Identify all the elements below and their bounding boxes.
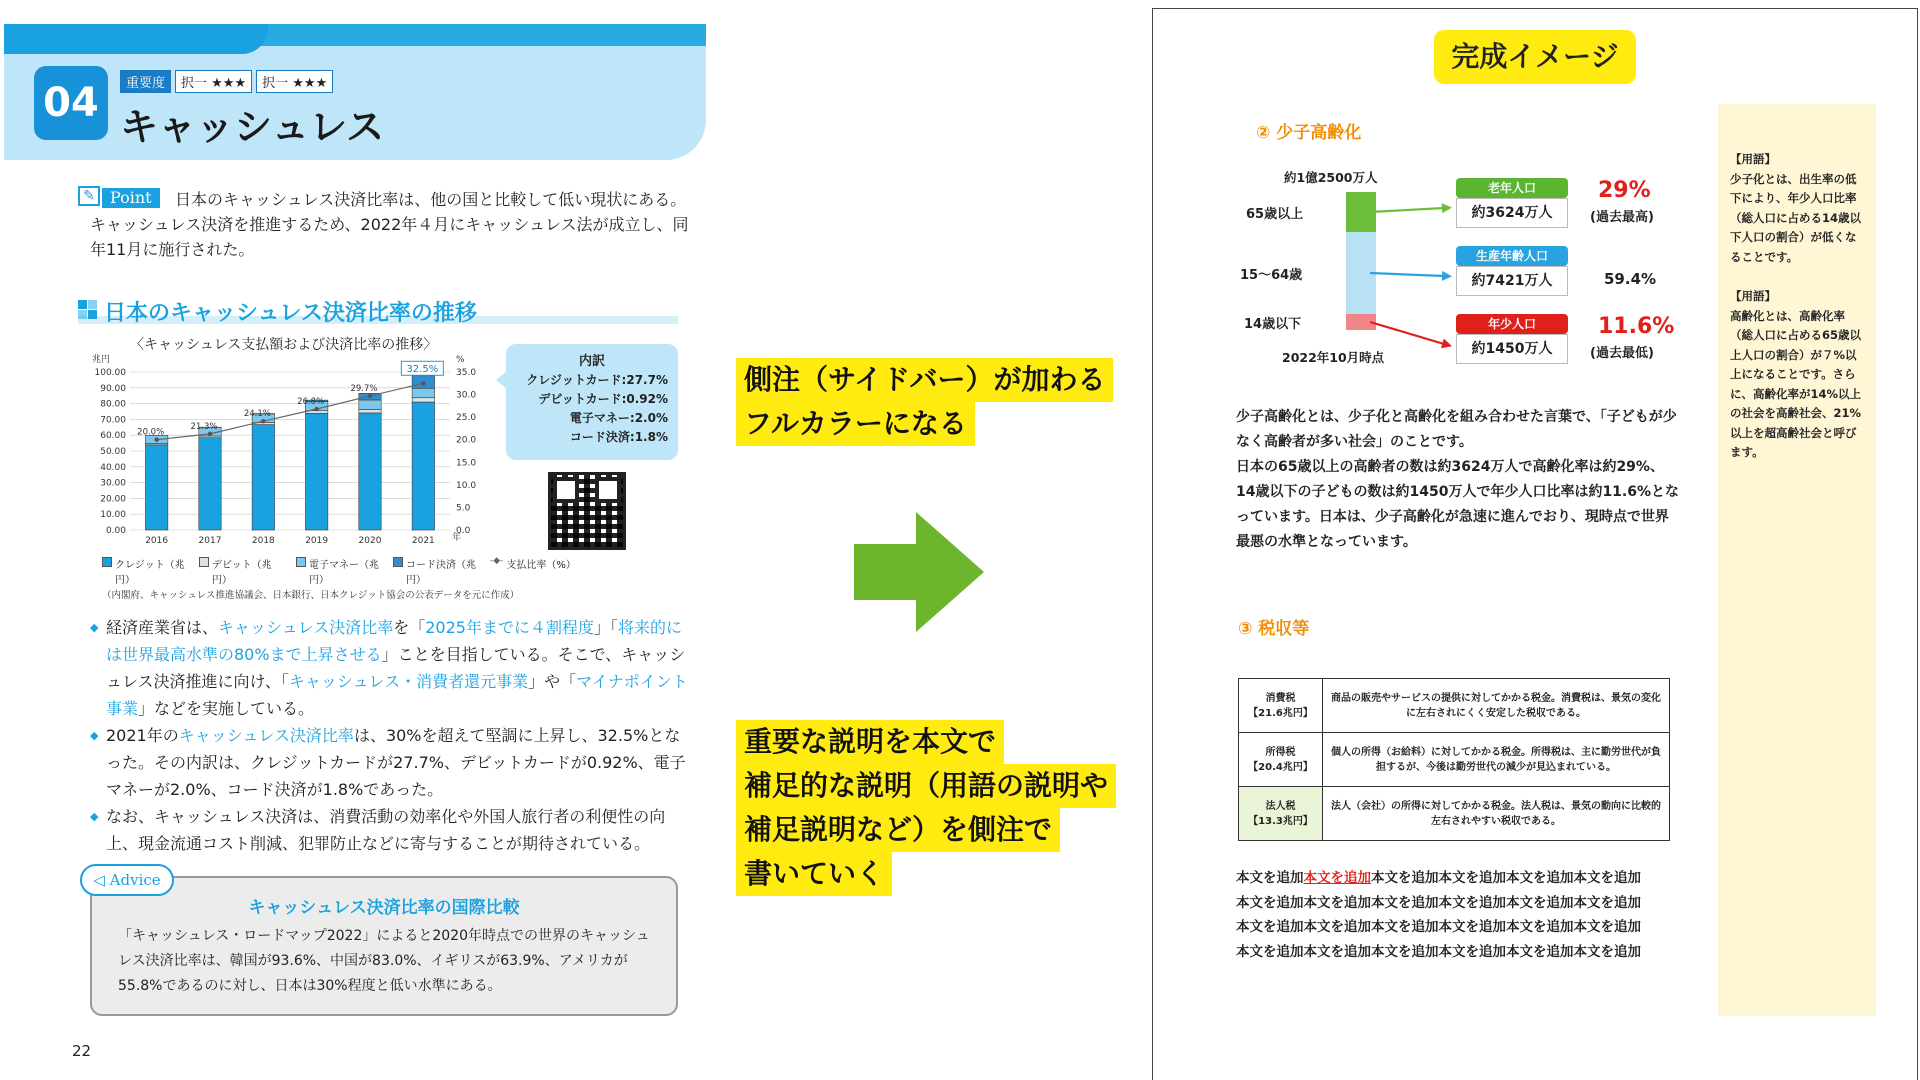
placeholder-line: [1236, 891, 1682, 916]
legend-item: [199, 556, 282, 586]
advice-tag: [80, 864, 174, 896]
bar-segment: [252, 425, 274, 530]
ratio-point: [421, 381, 425, 385]
sidebar-note: [1730, 150, 1866, 267]
bullet-text: 」などを実施している。: [138, 699, 315, 718]
importance-badges: [120, 70, 333, 93]
callout-line: 側注（サイドバー）が加わる: [736, 358, 1113, 402]
placeholder-line: [1236, 940, 1682, 965]
pencil-check-icon: ✎: [78, 186, 100, 206]
population-group-percent: 29%: [1598, 178, 1651, 203]
y-right-unit-label: %: [456, 355, 465, 365]
legend-swatch: [199, 557, 209, 567]
bullet-text: 経済産業省は、: [106, 618, 219, 637]
chapter-title: キャッシュレス: [120, 105, 385, 149]
y-left-tick-label: 60.00: [100, 431, 126, 442]
chart-caption: 〈キャッシュレス支払額および決済比率の推移〉: [130, 337, 438, 353]
y-left-tick-label: 40.00: [100, 462, 126, 473]
y-right-tick-label: 35.0: [456, 368, 477, 378]
bullet-text: 」や「: [528, 672, 577, 691]
qr-code-icon[interactable]: [548, 472, 626, 550]
highlight-term: 将来的には世界最高水準の80%まで上昇させる: [106, 618, 682, 664]
point-text: 日本のキャッシュレス決済比率は、他の国と比較して低い現状にある。キャッシュレス決済を推進するため、2022年４月にキャッシュレス法が成立し、同年11月に施行された。: [90, 190, 689, 259]
body-paragraph: 少子高齢化とは、少子化と高齢化を組み合わせた言葉で、「子どもが少なく高齢者が多い社会」のことです。: [1236, 409, 1677, 450]
highlight-term: 2025年までに４割程度: [425, 618, 594, 637]
page-number: 22: [72, 1042, 92, 1060]
section-title-tax: ③ 税収等: [1238, 619, 1310, 639]
body-paragraph: 日本の65歳以上の高齢者の数は約3624万人で高齢化率は約29%、14歳以下の子どもの数は約1450万人で年少人口比率は約11.6%となっています。日本は、少子高齢化が急速に進んでおり、現時点で世界最悪の水準となっています。: [1236, 459, 1680, 550]
callout-line: 書いていく: [736, 852, 892, 896]
y-right-tick-label: 5.0: [456, 503, 471, 514]
importance-badge: 択一 ★★★: [256, 70, 333, 93]
population-group-percent: 11.6%: [1598, 314, 1675, 339]
x-tick-label: 2017: [198, 536, 222, 546]
placeholder-body: [1236, 866, 1682, 964]
x-unit-label: 年: [452, 533, 462, 543]
y-left-tick-label: 100.00: [94, 368, 126, 378]
breakdown-line: デビットカード:0.92%: [538, 392, 668, 406]
x-tick-label: 2016: [145, 536, 169, 546]
y-left-tick-label: 30.00: [100, 478, 126, 489]
bar-segment: [412, 388, 434, 397]
sidebar-notes: [1718, 104, 1876, 1016]
importance-badge: 重要度: [120, 70, 171, 93]
bar-segment: [359, 409, 381, 412]
ratio-data-label: 29.7%: [350, 383, 378, 394]
ratio-point: [368, 394, 372, 398]
callout-line: 補足的な説明（用語の説明や: [736, 764, 1116, 808]
breakdown-line: コード決済:1.8%: [569, 430, 668, 444]
tax-description: 個人の所得（お給料）に対してかかる税金。所得税は、主に勤労世代が負担するが、今後は勤労世代の減少が見込まれている。: [1323, 733, 1670, 787]
y-right-tick-label: 30.0: [456, 390, 477, 401]
tax-name-cell: [1239, 733, 1323, 787]
ratio-point: [208, 432, 212, 436]
chart-source: （内閣府、キャッシュレス推進協議会、日本銀行、日本クレジット協会の公表データを元に作成）: [102, 590, 520, 601]
ratio-point: [314, 407, 318, 411]
ratio-data-label: 21.3%: [190, 421, 218, 432]
placeholder-highlight: 本文を追加: [1303, 870, 1371, 886]
legend-item: [490, 556, 576, 586]
breakdown-title: 内訳: [578, 354, 605, 369]
ratio-data-label: 20.0%: [137, 427, 165, 438]
tax-table: [1238, 678, 1670, 841]
y-right-tick-label: 10.0: [456, 480, 477, 491]
sidebar-note-text: 高齢化とは、高齢化率（総人口に占める65歳以上人口の割合）が７%以上になることです。さらに、高齢化率が14%以上の社会を高齢社会、21%以上を超高齢社会と呼びます。: [1730, 308, 1862, 459]
population-date: 2022年10月時点: [1282, 350, 1385, 365]
legend-label: コード決済（兆円）: [406, 560, 476, 586]
legend-label: 電子マネー（兆円）: [309, 560, 379, 586]
tax-row: [1239, 787, 1670, 841]
y-left-tick-label: 20.00: [100, 494, 126, 505]
sidebar-note: [1730, 287, 1866, 463]
population-group-tag: 生産年齢人口: [1456, 246, 1568, 266]
y-left-tick-label: 90.00: [100, 383, 126, 394]
bar-segment: [412, 398, 434, 402]
bullet-text: なお、キャッシュレス決済は、消費活動の効率化や外国人旅行者の利便性の向上、現金流通コスト削減、犯罪防止などに寄与することが期待されている。: [106, 807, 666, 853]
tax-description: 法人（会社）の所得に対してかかる税金。法人税は、景気の動向に比較的左右されやすい税収である。: [1323, 787, 1670, 841]
ratio-point: [261, 419, 265, 423]
tax-row: [1239, 679, 1670, 733]
y-left-unit-label: 兆円: [92, 355, 111, 365]
legend-swatch: -◆-: [490, 556, 504, 566]
chart-legend: [102, 556, 576, 586]
importance-badge: 択一 ★★★: [175, 70, 252, 93]
placeholder-text: 本文を追加本文を追加本文を追加本文を追加: [1371, 870, 1641, 886]
x-tick-label: 2018: [251, 536, 275, 546]
highlight-term: キャッシュレス決済比率: [178, 726, 354, 745]
bullet-item: [90, 614, 688, 722]
bullet-text: 」「: [593, 618, 618, 637]
x-tick-label: 2020: [358, 536, 382, 546]
breakdown-line: 電子マネー:2.0%: [569, 411, 668, 425]
age-group-label: 15〜64歳: [1240, 268, 1303, 283]
y-left-tick-label: 70.00: [100, 415, 126, 426]
age-group-label: 14歳以下: [1244, 316, 1302, 332]
x-tick-label: 2019: [305, 536, 329, 546]
legend-label: クレジット（兆円）: [115, 560, 185, 586]
tax-row: [1239, 733, 1670, 787]
bullet-text: を「: [393, 618, 426, 637]
section-title-aging: ② 少子高齢化: [1256, 123, 1362, 143]
tax-description: 商品の販売やサービスの提供に対してかかる税金。消費税は、景気の変化に左右されにくく安定した税収である。: [1323, 679, 1670, 733]
arrow-icon: [1360, 160, 1460, 360]
bullet-item: [90, 722, 688, 803]
y-right-tick-label: 20.0: [456, 435, 477, 446]
bar-segment: [359, 413, 381, 530]
y-right-tick-label: 0.0: [456, 526, 471, 536]
ratio-data-label: 26.8%: [297, 397, 325, 408]
sidebar-note-head: 【用語】: [1730, 289, 1776, 303]
population-total: 約1億2500万人: [1284, 170, 1378, 185]
legend-item: [102, 556, 185, 586]
placeholder-text: 本文を追加本文を追加本文を追加本文を追加本文を追加本文を追加: [1236, 919, 1641, 935]
y-left-tick-label: 80.00: [100, 399, 126, 410]
y-left-tick-label: 10.00: [100, 510, 126, 521]
population-group-value: 約1450万人: [1456, 334, 1568, 364]
bar-segment: [199, 438, 221, 530]
tax-amount: 【20.4兆円】: [1248, 761, 1313, 773]
callout-line: 補足説明など）を側注で: [736, 808, 1060, 852]
population-group-note: (過去最低): [1590, 346, 1654, 361]
advice-tag-label: Advice: [109, 871, 161, 889]
placeholder-text: 本文を追加本文を追加本文を追加本文を追加本文を追加本文を追加: [1236, 894, 1641, 911]
legend-label: 支払比率（%）: [506, 560, 576, 571]
y-left-tick-label: 0.00: [105, 526, 126, 536]
right-arrow-icon: [854, 512, 984, 632]
tax-name: 消費税: [1265, 692, 1296, 704]
left-page: [0, 0, 770, 1080]
advice-text: 「キャッシュレス・ロードマップ2022」によると2020年時点での世界のキャッシュレス決済比率は、韓国が93.6%、中国が83.0%、イギリスが63.9%、アメリカが55.8%であるのに対し、日本は30%程度と低い水準にある。: [118, 928, 650, 994]
highlight-term: キャッシュレス・消費者還元事業: [288, 672, 529, 691]
ratio-point: [154, 438, 158, 442]
placeholder-line: [1236, 866, 1682, 891]
bar-segment: [359, 400, 381, 409]
placeholder-line: [1236, 915, 1682, 940]
population-group-tag: 年少人口: [1456, 314, 1568, 334]
tax-name: 法人税: [1265, 800, 1296, 812]
bullet-text: 2021年の: [106, 726, 179, 745]
advice-title: キャッシュレス決済比率の国際比較: [248, 898, 520, 918]
legend-swatch: [393, 557, 403, 567]
section-squares-icon: [78, 300, 98, 320]
ratio-data-label: 32.5%: [406, 363, 439, 375]
x-tick-label: 2021: [411, 536, 435, 546]
tax-amount: 【21.6兆円】: [1248, 707, 1313, 719]
section-title: 日本のキャッシュレス決済比率の推移: [104, 301, 477, 326]
tax-name: 所得税: [1265, 746, 1296, 758]
y-left-tick-label: 50.00: [100, 447, 126, 457]
ratio-data-label: 24.1%: [243, 409, 271, 420]
placeholder-text: 本文を追加本文を追加本文を追加本文を追加本文を追加本文を追加: [1236, 943, 1641, 960]
aging-body: [1236, 405, 1682, 555]
sidebar-note-text: 少子化とは、出生率の低下により、年少人口比率（総人口に占める14歳以下人口の割合）が低くなることです。: [1730, 171, 1862, 264]
point-label: Point: [102, 188, 160, 208]
breakdown-line: クレジットカード:27.7%: [526, 373, 668, 387]
tax-name-cell: [1239, 679, 1323, 733]
megaphone-icon: ◁: [93, 871, 105, 889]
bar-segment: [145, 445, 167, 530]
population-group-percent: 59.4%: [1604, 270, 1657, 288]
bullet-item: [90, 803, 688, 857]
highlight-term: マイナポイント事業: [106, 672, 688, 718]
callout-line: フルカラーになる: [736, 402, 975, 446]
bullet-list: [90, 614, 688, 857]
cashless-chart: [90, 354, 490, 554]
legend-label: デビット（兆円）: [212, 560, 272, 586]
highlight-term: キャッシュレス決済比率: [218, 618, 394, 637]
chapter-header-tab: [4, 24, 268, 54]
age-group-label: 65歳以上: [1246, 207, 1304, 222]
tax-amount: 【13.3兆円】: [1248, 815, 1313, 827]
legend-swatch: [296, 557, 306, 567]
tax-name-cell: [1239, 787, 1323, 841]
legend-item: [296, 556, 379, 586]
chapter-number: 04: [34, 66, 108, 140]
legend-item: [393, 556, 476, 586]
sidebar-note-head: 【用語】: [1730, 152, 1776, 166]
bar-segment: [305, 413, 327, 530]
legend-swatch: [102, 557, 112, 567]
y-right-tick-label: 15.0: [456, 458, 477, 469]
population-group-value: 約3624万人: [1456, 198, 1568, 228]
population-group-note: (過去最高): [1590, 210, 1654, 225]
bullet-text: は、30%を超えて堅調に上昇し、32.5%となった。その内訳は、クレジットカードが27.7%、デビットカードが0.92%、電子マネーが2.0%、コード決済が1.8%であった。: [106, 726, 686, 799]
completed-image-badge: 完成イメージ: [1434, 30, 1636, 84]
bullet-text: 」ことを目指している。そこで、キャッシュレス決済推進に向け、「: [106, 645, 686, 691]
breakdown-box: [506, 344, 678, 460]
bar-segment: [412, 402, 434, 530]
population-group-tag: 老年人口: [1456, 178, 1568, 198]
population-group-value: 約7421万人: [1456, 266, 1568, 296]
placeholder-text: 本文を追加: [1236, 870, 1304, 886]
y-right-tick-label: 25.0: [456, 413, 477, 424]
callout-line: 重要な説明を本文で: [736, 720, 1004, 764]
